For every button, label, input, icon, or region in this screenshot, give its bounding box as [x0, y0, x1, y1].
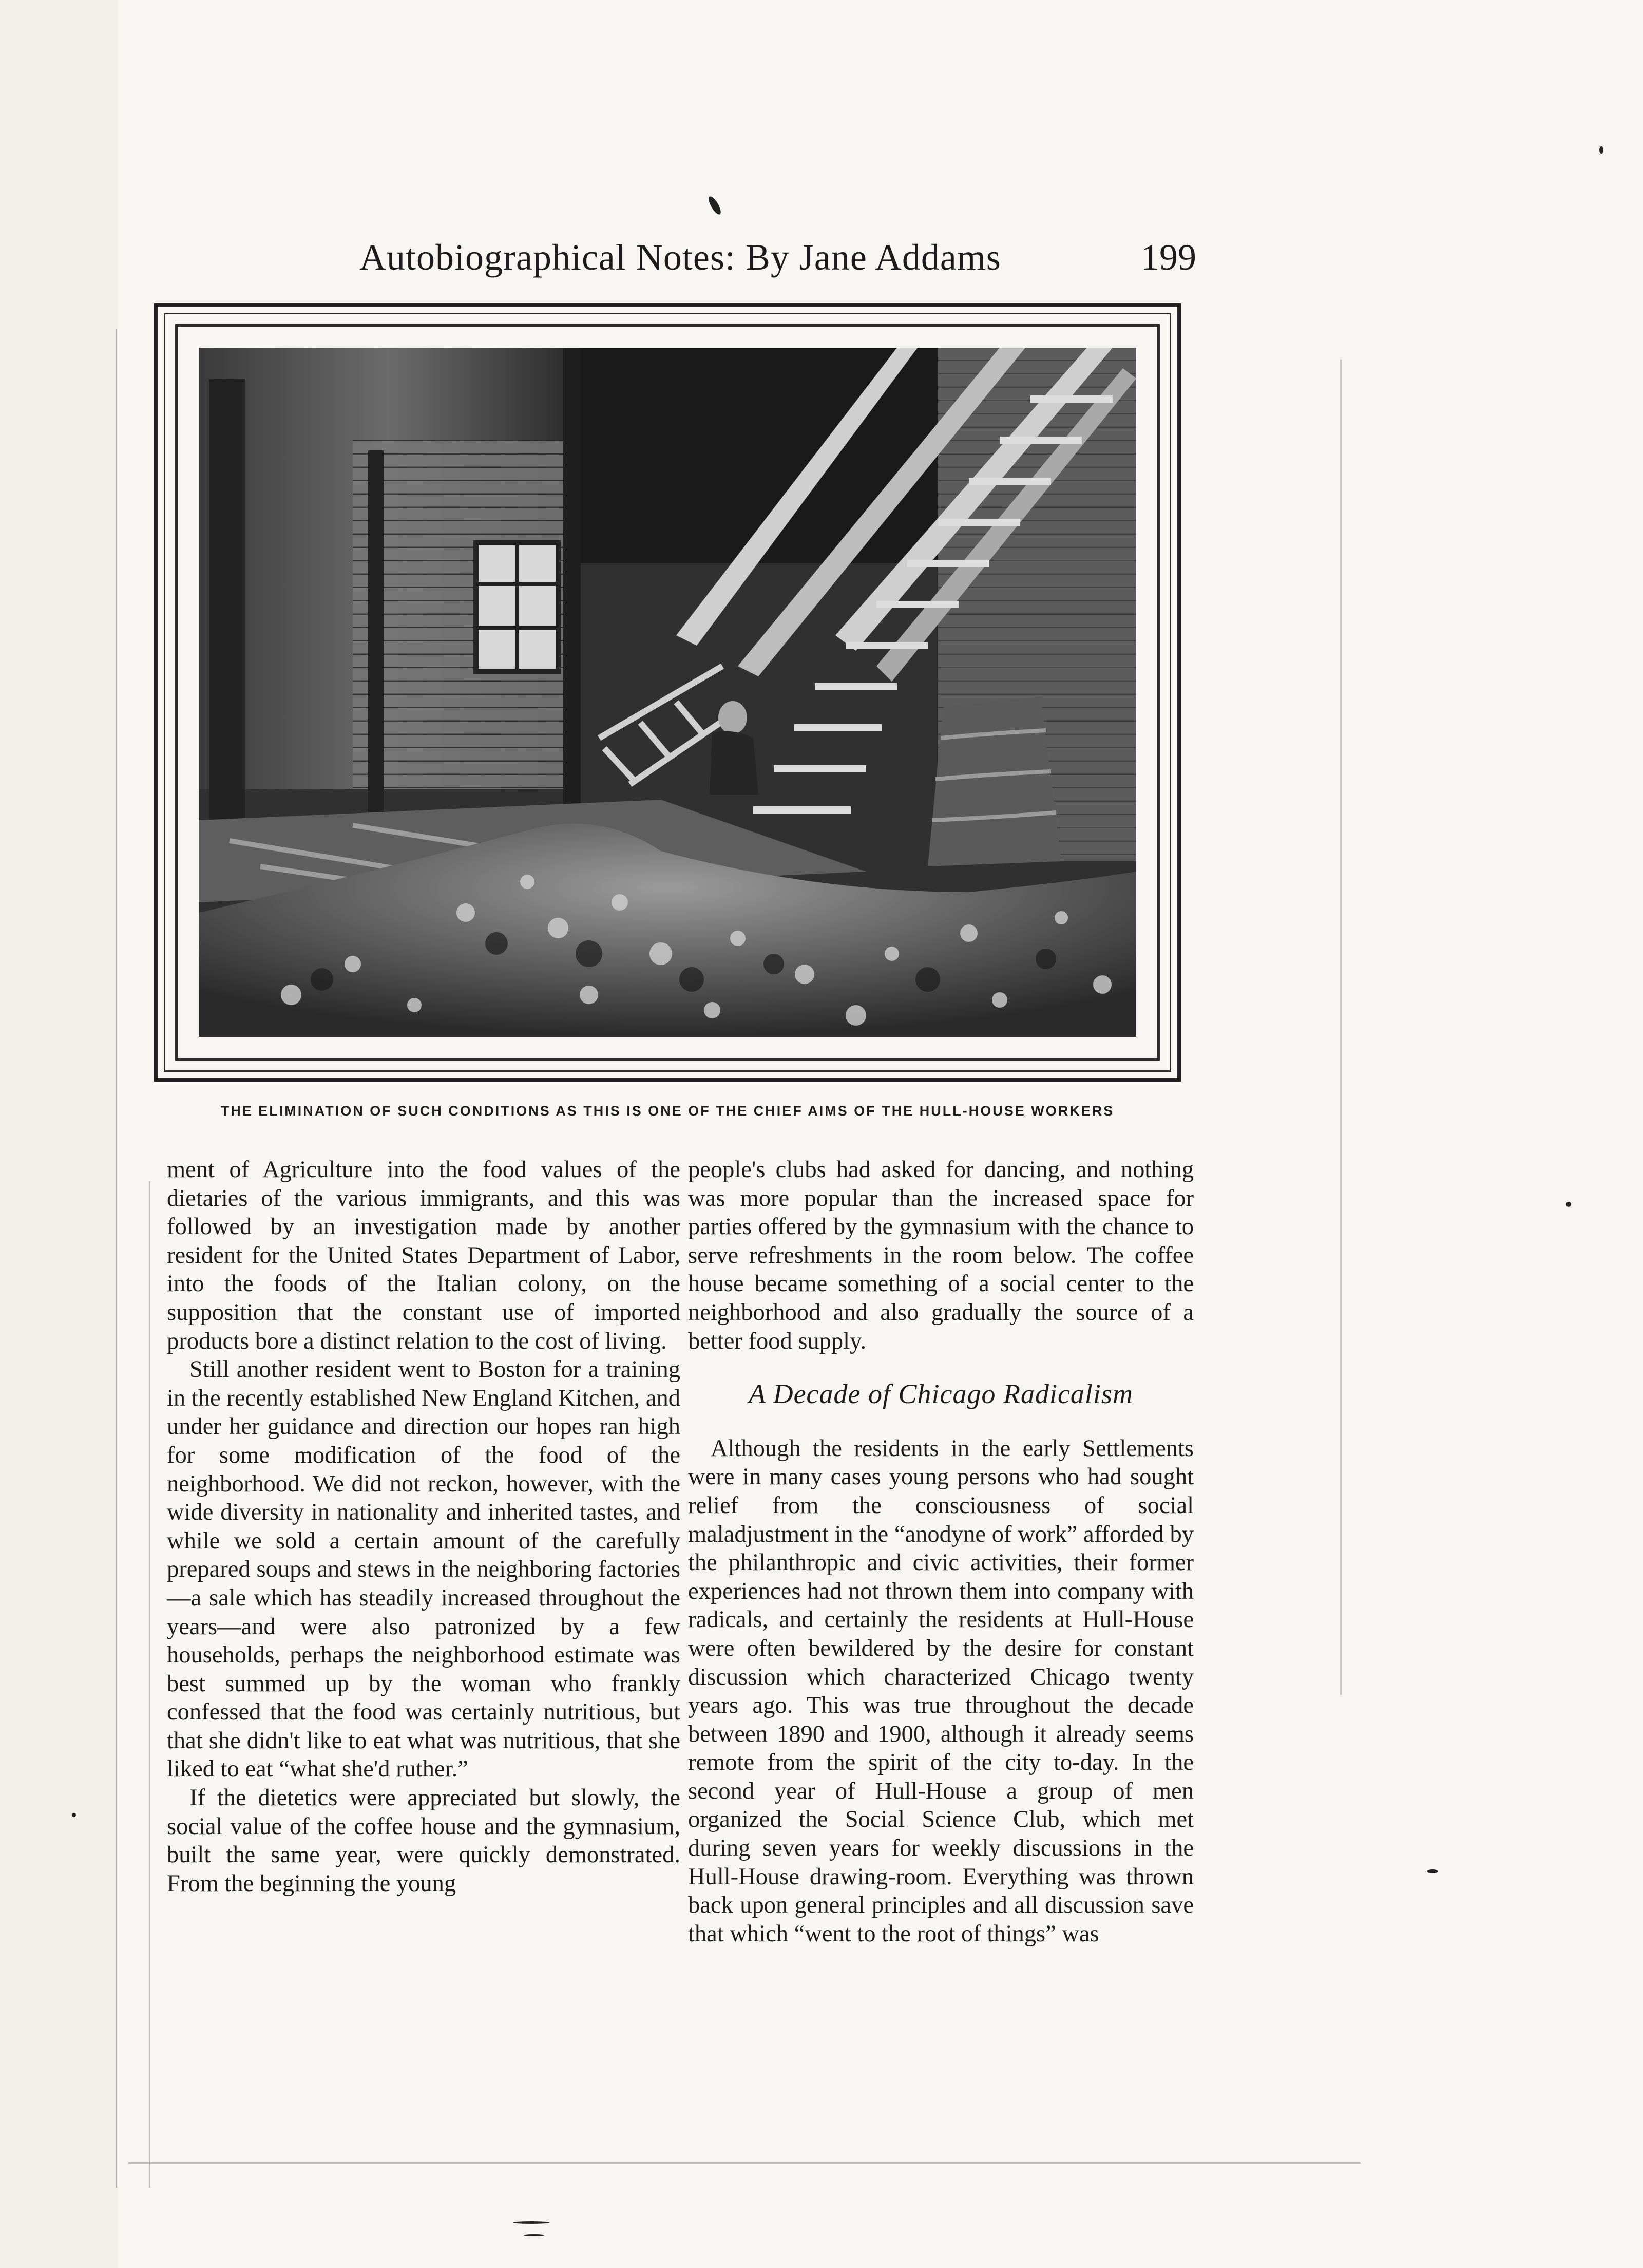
scan-speck [1566, 1202, 1571, 1207]
paragraph: people's clubs had asked for dancing, and nothing was more popular than the increased space for parties offered by the gymnasium with the chance to serve refreshments in the room below. The coffee house became something of a social center to the neighborhood and also gradually the source of a better food supply. [688, 1157, 1194, 1354]
scan-edge-right [1340, 360, 1342, 1695]
scan-edge-left-inner [149, 1181, 150, 2188]
scan-speck [524, 2234, 544, 2236]
page-number: 199 [1141, 237, 1196, 278]
scan-edge-bottom [128, 2162, 1361, 2164]
running-title: Autobiographical Notes: By Jane Addams [359, 237, 1001, 278]
scan-edge-left [116, 329, 117, 2188]
paragraph: If the dietetics were appreciated but slowly, the social value of the coffee house and the gymnasium, built the same year, were quickly demonstrated. From the beginning the young [167, 1785, 680, 1897]
scan-speck [1427, 1869, 1438, 1873]
scan-speck [72, 1813, 76, 1817]
scan-speck [1599, 146, 1603, 154]
paragraph: ment of Agriculture into the food values of the dietaries of the various immigrants, and this was followed by an investigation made by another resident for the United States Department of Labor, into the foods of the Italian colony, on the supposition that the constant use of imported products bore a distinct relation to the cost of living. [167, 1157, 680, 1354]
scan-speck [513, 2221, 549, 2224]
photo-caption: THE ELIMINATION OF SUCH CONDITIONS AS THIS IS ONE OF THE CHIEF AIMS OF THE HULL-HOUSE WORKERS [220, 1103, 1115, 1119]
paragraph: Still another resident went to Boston for a training in the recently established New England Kitchen, and under her guidance and direction our hopes ran high for some modification of the food of the neighborhood. We did not reckon, however, with the wide diversity in nationality and inherited tastes, and while we sold a certain amount of the carefully prepared soups and stews in the neighboring factories—a sale which has steadily increased throughout the years—and were also patronized by a few households, perhaps the neighborhood estimate was best summed up by the woman who frankly confessed that the food was certainly nutritious, but that she didn't like to eat what was nutritious, that she liked to eat “what she'd ruther.” [167, 1356, 680, 1783]
text-column-left [167, 1156, 680, 1898]
paragraph: Although the residents in the early Settlements were in many cases young persons who had sought relief from the consciousness of social maladjustment in the “anodyne of work” afforded by the philanthropic and civic activities, their former experiences had not thrown them into company with radicals, and certainly the residents at Hull-House were often bewildered by the desire for constant discussion which characterized Chicago twenty years ago. This was true throughout the decade between 1890 and 1900, although it already seems remote from the spirit of the city to-day. In the second year of Hull-House a group of men organized the Social Science Club, which met during seven years for weekly discussions in the Hull-House drawing-room. Everything was thrown back upon general principles and all discussion save that which “went to the root of things” was [688, 1435, 1194, 1947]
page-header [354, 236, 1196, 293]
photo-frame [154, 303, 1181, 1082]
photo-cellar-stairs [199, 348, 1136, 1037]
section-heading: A Decade of Chicago Radicalism [749, 1378, 1133, 1410]
text-column-right [688, 1156, 1194, 1948]
